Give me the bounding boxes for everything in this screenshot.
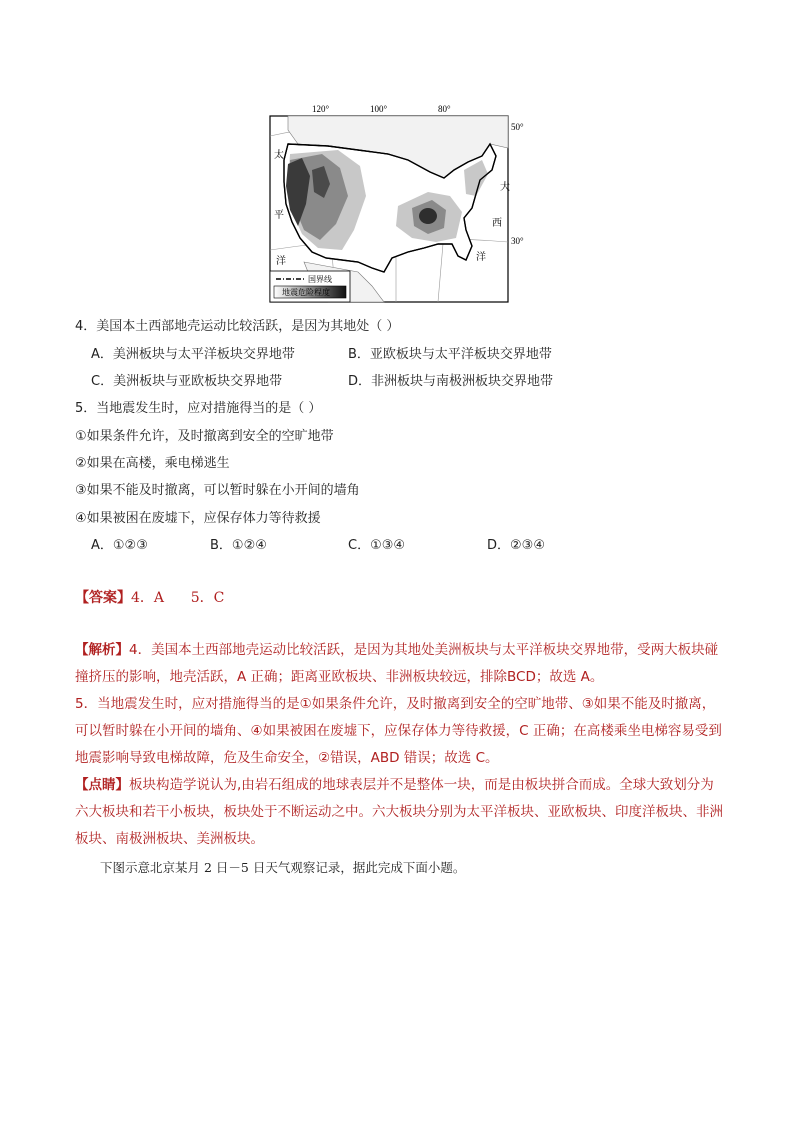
analysis-tag: 【解析】 — [75, 642, 129, 658]
q4-option-d: D．非洲板块与南极洲板块交界地带 — [348, 374, 554, 389]
highlight-p — [75, 772, 725, 853]
map-legend — [270, 271, 350, 302]
q5-option-a: A．①②③ — [91, 538, 148, 553]
ocean-east-2: 西 — [492, 218, 502, 229]
q5-option-c: C．①③④ — [348, 538, 406, 553]
q4-stem: 4．美国本土西部地壳运动比较活跃，是因为其地处（ ） — [75, 319, 400, 334]
analysis-block — [75, 637, 725, 853]
q5-item-1: ①如果条件允许，及时撤离到安全的空旷地带 — [75, 429, 334, 444]
lon-label-120: 120° — [312, 104, 330, 114]
q5-option-b: B．①②④ — [210, 538, 267, 553]
q4-option-a: A．美洲板块与太平洋板块交界地带 — [91, 347, 295, 362]
q5-item-2: ②如果在高楼，乘电梯逃生 — [75, 456, 230, 471]
highlight-text: 板块构造学说认为,由岩石组成的地球表层并不是整体一块，而是由板块拼合而成。全球大致划分为六大板块和若干小板块，板块处于不断运动之中。六大板块分别为太平洋板块、亚欧板块、印度洋板块、非洲板块、南极洲板块、美洲板块。 — [75, 777, 723, 847]
analysis-p1 — [75, 637, 725, 691]
q4-option-c: C．美洲板块与亚欧板块交界地带 — [91, 374, 283, 389]
risk-high-new-madrid — [419, 208, 437, 224]
ocean-west-3: 洋 — [276, 256, 286, 267]
lat-label-50: 50° — [511, 122, 524, 132]
lat-label-30: 30° — [511, 236, 524, 246]
ocean-east-1: 大 — [500, 182, 510, 193]
analysis-p1-text: 4．美国本土西部地壳运动比较活跃，是因为其地处美洲板块与太平洋板块交界地带，受两大板块碰撞挤压的影响，地壳活跃，A 正确；距离亚欧板块、非洲板块较远，排除BCD；故选 A。 — [75, 642, 719, 685]
answer-line — [75, 589, 224, 607]
analysis-p2: 5．当地震发生时，应对措施得当的是①如果条件允许，及时撤离到安全的空旷地带、③如果不能及时撤离，可以暂时躲在小开间的墙角、④如果被困在废墟下，应保存体力等待救援，C 正确；在高楼乘坐电梯容易受到地震影响导致电梯故障，危及生命安全，②错误，ABD 错误；故选 C。 — [75, 696, 722, 766]
ocean-west-2: 平 — [274, 210, 284, 221]
q5-item-3: ③如果不能及时撤离，可以暂时躲在小开间的墙角 — [75, 483, 360, 498]
answer-tag: 【答案】 — [75, 590, 131, 606]
legend-risk-label: 地震危险程度 — [282, 288, 330, 297]
us-earthquake-risk-map — [268, 100, 533, 305]
ocean-west-1: 太 — [274, 150, 284, 161]
q4-option-b: B．亚欧板块与太平洋板块交界地带 — [348, 347, 552, 362]
answer-text: 4．A 5．C — [131, 590, 225, 606]
lon-label-100: 100° — [370, 104, 388, 114]
highlight-tag: 【点睛】 — [75, 777, 129, 793]
ocean-east-3: 洋 — [476, 252, 486, 263]
q5-stem: 5．当地震发生时，应对措施得当的是（ ） — [75, 401, 322, 416]
legend-border-label: 国界线 — [308, 275, 332, 284]
lon-label-80: 80° — [438, 104, 451, 114]
q5-option-d: D．②③④ — [487, 538, 545, 553]
map-svg — [268, 100, 533, 305]
q5-item-4: ④如果被困在废墟下，应保存体力等待救援 — [75, 511, 321, 526]
next-question-intro: 下图示意北京某月 2 日－5 日天气观察记录，据此完成下面小题。 — [100, 860, 466, 875]
